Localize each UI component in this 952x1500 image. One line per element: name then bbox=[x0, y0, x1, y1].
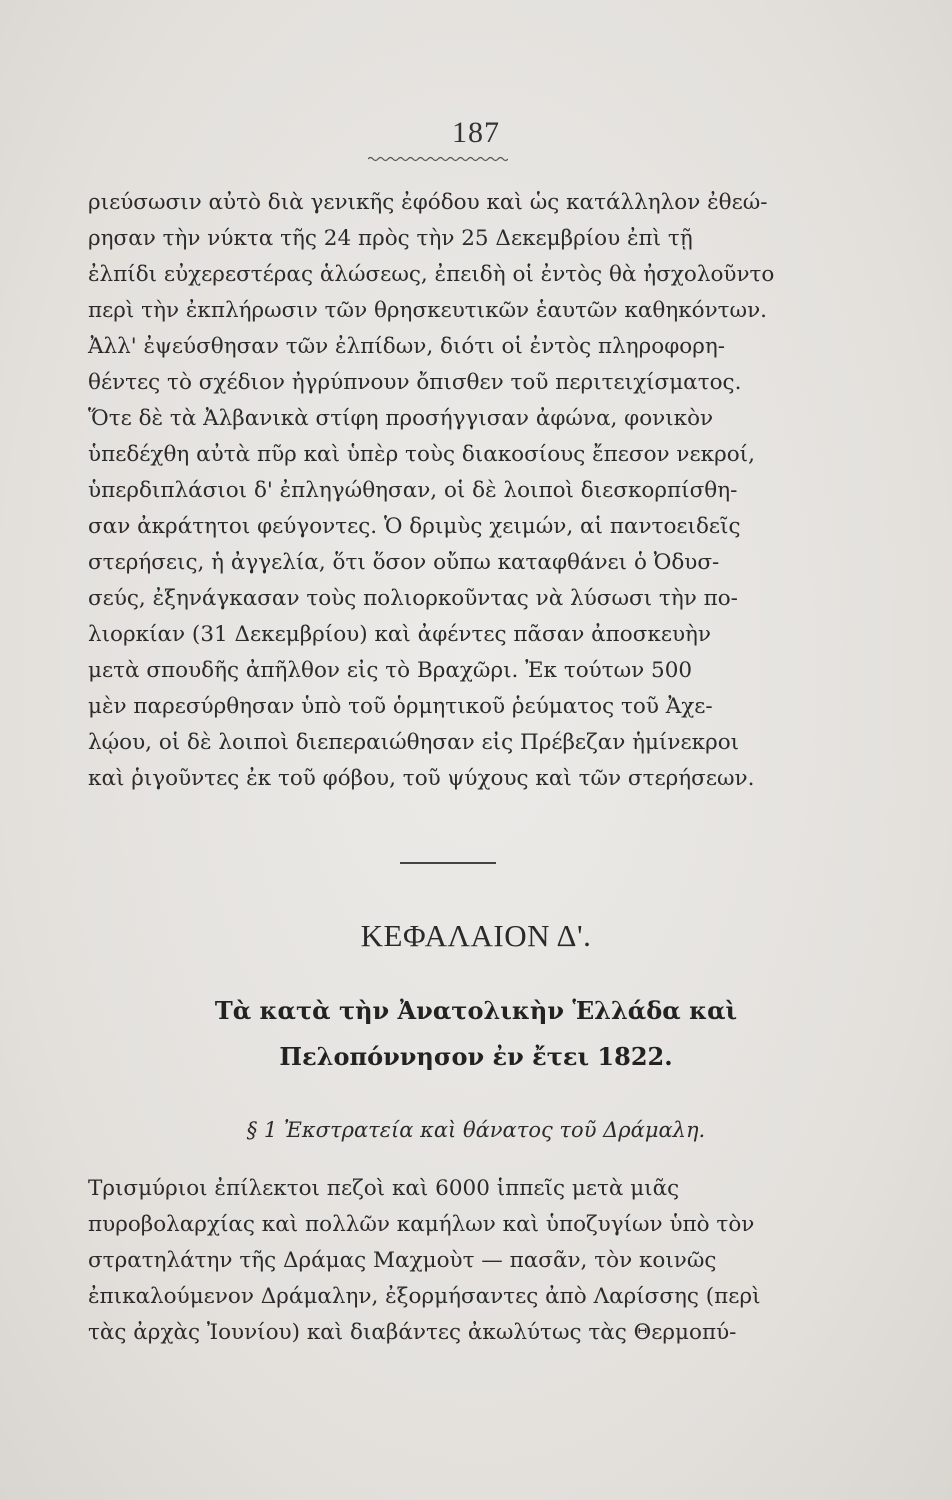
text-line: θέντες τὸ σχέδιον ἠγρύπνουν ὄπισθεν τοῦ περιτειχίσματος. bbox=[88, 370, 742, 395]
text-line: ὑπεδέχθη αὐτὰ πῦρ καὶ ὑπὲρ τοὺς διακοσίους ἔπεσον νεκροί, bbox=[88, 442, 755, 467]
section-heading: § 1 Ἐκστρατεία καὶ θάνατος τοῦ Δράμαλη. bbox=[246, 1118, 706, 1142]
text-line: πυροβολαρχίας καὶ πολλῶν καμήλων καὶ ὑποζυγίων ὑπὸ τὸν bbox=[88, 1212, 755, 1237]
text-line: καὶ ῥιγοῦντες ἐκ τοῦ φόβου, τοῦ ψύχους καὶ τῶν στερήσεων. bbox=[88, 766, 755, 791]
text-line: ριεύσωσιν αὐτὸ διὰ γενικῆς ἐφόδου καὶ ὡς κατάλληλον ἐθεώ- bbox=[88, 190, 768, 215]
text-line: στερήσεις, ἡ ἀγγελία, ὅτι ὅσον οὔπω καταφθάνει ὁ Ὀδυσ- bbox=[88, 550, 720, 575]
page-number: 187 bbox=[452, 116, 500, 149]
chapter-title-line-1: Τὰ κατὰ τὴν Ἀνατολικὴν Ἑλλάδα καὶ bbox=[214, 996, 738, 1025]
chapter-title-line-2: Πελοπόννησον ἐν ἔτει 1822. bbox=[279, 1042, 673, 1071]
text-line: μὲν παρεσύρθησαν ὑπὸ τοῦ ὁρμητικοῦ ῥεύματος τοῦ Ἀχε- bbox=[88, 694, 713, 719]
text-line: Τρισμύριοι ἐπίλεκτοι πεζοὶ καὶ 6000 ἱππεῖς μετὰ μιᾶς bbox=[88, 1176, 680, 1201]
text-line: Ὅτε δὲ τὰ Ἀλβανικὰ στίφη προσήγγισαν ἀφώνα, φονικὸν bbox=[88, 406, 714, 431]
text-line: ἐπικαλούμενον Δράμαλην, ἐξορμήσαντες ἀπὸ Λαρίσσης (περὶ bbox=[88, 1284, 761, 1309]
text-line: ἐλπίδι εὐχερεστέρας ἁλώσεως, ἐπειδὴ οἱ ἐντὸς θὰ ἠσχολοῦντο bbox=[88, 262, 775, 287]
text-line: τὰς ἀρχὰς Ἰουνίου) καὶ διαβάντες ἀκωλύτως τὰς Θερμοπύ- bbox=[88, 1320, 737, 1345]
text-line: σαν ἀκράτητοι φεύγοντες. Ὁ δριμὺς χειμών, αἱ παντοειδεῖς bbox=[88, 514, 741, 539]
text-line: Ἀλλ' ἐψεύσθησαν τῶν ἐλπίδων, διότι οἱ ἐντὸς πληροφορη- bbox=[88, 334, 726, 359]
wavy-header-rule bbox=[368, 156, 508, 162]
chapter-heading: ΚΕΦΑΛΑΙΟΝ Δ'. bbox=[360, 918, 592, 953]
text-line: λιορκίαν (31 Δεκεμβρίου) καὶ ἀφέντες πᾶσαν ἀποσκευὴν bbox=[88, 622, 711, 647]
text-line: ὑπερδιπλάσιοι δ' ἐπληγώθησαν, οἱ δὲ λοιποὶ διεσκορπίσθη- bbox=[88, 478, 738, 503]
text-line: λῴου, οἱ δὲ λοιποὶ διεπεραιώθησαν εἰς Πρέβεζαν ἡμίνεκροι bbox=[88, 730, 740, 755]
text-line: μετὰ σπουδῆς ἀπῆλθον εἰς τὸ Βραχῶρι. Ἐκ τούτων 500 bbox=[88, 658, 693, 683]
text-line: ρησαν τὴν νύκτα τῆς 24 πρὸς τὴν 25 Δεκεμβρίου ἐπὶ τῇ bbox=[88, 226, 693, 251]
section-divider bbox=[400, 862, 496, 864]
text-line: στρατηλάτην τῆς Δράμας Μαχμοὺτ — πασᾶν, τὸν κοινῶς bbox=[88, 1248, 717, 1273]
text-line: σεύς, ἐξηνάγκασαν τοὺς πολιορκοῦντας νὰ λύσωσι τὴν πο- bbox=[88, 586, 738, 611]
text-line: περὶ τὴν ἐκπλήρωσιν τῶν θρησκευτικῶν ἑαυτῶν καθηκόντων. bbox=[88, 298, 767, 323]
